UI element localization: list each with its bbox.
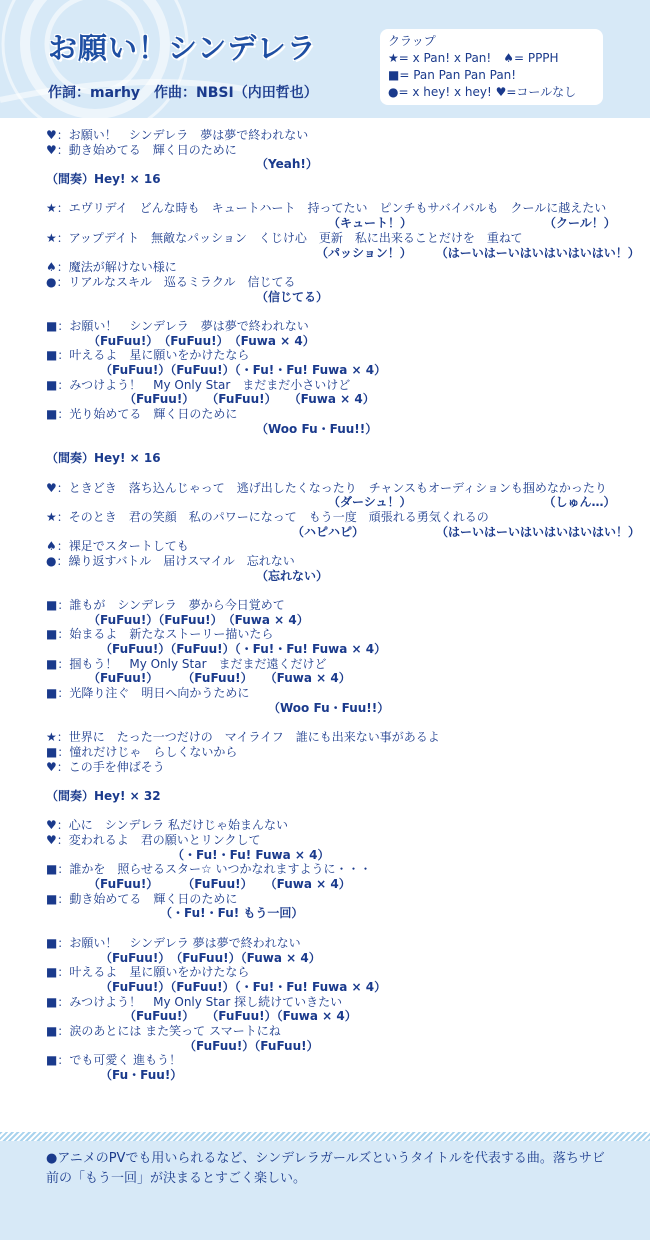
call-line: （FuFuu!） （FuFuu!）（Fuwa × 4） (46, 950, 321, 965)
lyric-line: ★：エヴリデイ どんな時も キュートハート 持ってたい ピンチもサバイバルも クールに越えたい (46, 201, 607, 216)
header-panel (0, 0, 650, 118)
call-line: （・Fu!・Fu! もう一回） (46, 906, 304, 921)
spacer (46, 774, 626, 789)
lyric-line: ■：掴もう！ My Only Star まだまだ遠くだけど (46, 656, 327, 671)
spacer (46, 304, 626, 319)
lyric-line: ■：みつけよう！ My Only Star 探し続けていきたい (46, 994, 343, 1009)
lyric-line: ♠：裸足でスタートしても (46, 539, 189, 554)
lyric-line: ■：誰かを 照らせるスター☆ いつかなれますように・・・ (46, 862, 372, 877)
call-line: （キュート！） （クール！） (46, 216, 616, 231)
call-line: （FuFuu!）（FuFuu!）（・Fu!・Fu! Fuwa × 4） (46, 642, 387, 657)
call-line: （間奏）Hey! × 16 (46, 451, 161, 466)
lyric-line: ■：みつけよう！ My Only Star まだまだ小さいけど (46, 377, 351, 392)
legend-line: ●= x hey! x hey! ♥=コールなし (388, 85, 577, 99)
call-line: （忘れない） (46, 568, 329, 583)
call-line: （FuFuu!）（FuFuu!） (46, 1038, 319, 1053)
lyric-line: ■：光り始めてる 輝く日のために (46, 407, 238, 422)
spacer (46, 804, 626, 819)
song-note: ●アニメのPVでも用いられるなど、シンデレラガールズというタイトルを代表する曲。落ちサビ前の「もう一回」が決まるとすごく楽しい。 (46, 1151, 605, 1186)
call-line: （FuFuu!） （FuFuu!） （Fuwa × 4） (46, 671, 351, 686)
call-line: （FuFuu!） （FuFuu!）（Fuwa × 4） (46, 1009, 357, 1024)
spacer (46, 716, 626, 731)
footer-panel (0, 1141, 650, 1240)
lyric-line: ■：涙のあとには また笑って スマートにね (46, 1023, 281, 1038)
call-line: （FuFuu!） （FuFuu!） （Fuwa × 4） (46, 333, 315, 348)
footer-divider (0, 1132, 650, 1141)
call-line: （Woo Fu・Fuu!!） (46, 700, 390, 715)
call-line: （ハピハピ） （はーいはーいはいはいはいはい！） (46, 524, 641, 539)
lyric-line: ♥：この手を伸ばそう (46, 759, 165, 774)
lyric-line: ■：でも可愛く 進もう！ (46, 1053, 182, 1068)
lyric-line: ★：世界に たった一つだけの マイライフ 誰にも出来ない事があるよ (46, 730, 440, 745)
song-title: お願い！シンデレラ (48, 31, 317, 65)
spacer (46, 921, 626, 936)
lyric-line: ♥：ときどき 落ち込んじゃって 逃げ出したくなったり チャンスもオーディションも掴めなかったり (46, 480, 607, 495)
lyric-line: ■：お願い！ シンデレラ 夢は夢で終われない (46, 318, 309, 333)
call-line: （間奏）Hey! × 16 (46, 172, 161, 187)
spacer (46, 583, 626, 598)
call-line: （間奏）Hey! × 32 (46, 788, 161, 803)
lyric-line: ♥：心に シンデレラ 私だけじゃ始まんない (46, 818, 289, 833)
call-line: （Fu・Fuu!） (46, 1068, 183, 1082)
lyric-line: ■：動き始めてる 輝く日のために (46, 891, 238, 906)
lyric-line: ♥：変われるよ 君の願いとリンクして (46, 833, 261, 847)
call-line: （信じてる） (46, 289, 329, 304)
lyric-line: ■：叶えるよ 星に願いをかけたなら (46, 965, 250, 980)
call-line: （FuFuu!）（FuFuu!） （Fuwa × 4） (46, 612, 309, 627)
spacer (46, 466, 626, 481)
spacer (46, 436, 626, 451)
call-line: （FuFuu!） （FuFuu!） （Fuwa × 4） (46, 392, 375, 407)
song-credits: 作詞：marhy 作曲：NBSI（内田哲也） (48, 85, 318, 101)
legend-line: ■= Pan Pan Pan Pan! (388, 68, 517, 82)
spacer (46, 187, 626, 202)
call-line: （ダーシュ！） （しゅん…） (46, 495, 616, 510)
call-line: （FuFuu!）（FuFuu!）（・Fu!・Fu! Fuwa × 4） (46, 363, 387, 377)
call-line: （FuFuu!） （FuFuu!） （Fuwa × 4） (46, 877, 351, 892)
call-line: （Woo Fu・Fuu!!） (46, 421, 378, 436)
lyric-line: ♥：お願い！ シンデレラ 夢は夢で終われない (46, 128, 309, 142)
lyric-line: ■：始まるよ 新たなストーリー描いたら (46, 627, 274, 642)
lyrics-body (46, 128, 641, 1083)
lyric-line: ■：叶えるよ 星に願いをかけたなら (46, 348, 250, 363)
lyric-line: ■：憧れだけじゃ らしくないから (46, 744, 238, 759)
lyric-line: ■：お願い！ シンデレラ 夢は夢で終われない (46, 935, 301, 950)
call-line: （Yeah!） (46, 157, 318, 172)
lyric-line: ●：リアルなスキル 巡るミラクル 信じてる (46, 274, 296, 289)
call-line: （パッション！） （はーいはーいはいはいはいはい！） (46, 245, 640, 260)
lyric-line: ★：アップデイト 無敵なパッション くじけ心 更新 私に出来ることだけを 重ねて (46, 230, 523, 245)
lyric-line: ♥：動き始めてる 輝く日のために (46, 142, 237, 157)
lyric-line: ■：光降り注ぐ 明日へ向かうために (46, 686, 250, 701)
lyric-line: ■：誰もが シンデレラ 夢から今日覚めて (46, 598, 285, 612)
call-line: （・Fu!・Fu! Fuwa × 4） (46, 847, 330, 862)
lyric-line: ●：繰り返すバトル 届けスマイル 忘れない (46, 553, 295, 568)
legend-title: クラップ (388, 34, 436, 48)
lyric-line: ★：そのとき 君の笑顔 私のパワーになって もう一度 頑張れる勇気くれるの (46, 509, 489, 524)
call-line: （FuFuu!）（FuFuu!）（・Fu!・Fu! Fuwa × 4） (46, 979, 387, 994)
clap-legend (380, 29, 603, 105)
lyric-line: ♠：魔法が解けない様に (46, 260, 177, 275)
legend-line: ★= x Pan! x Pan! ♠= PPPH (388, 51, 559, 65)
